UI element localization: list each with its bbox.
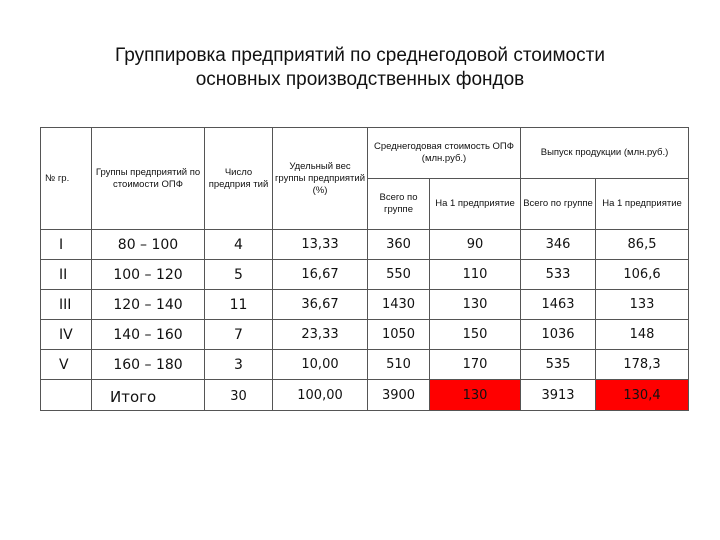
group-share: 13,33 bbox=[273, 230, 368, 260]
cost-per-enterprise: 150 bbox=[430, 320, 521, 350]
title-line-2: основных производственных фондов bbox=[195, 69, 525, 90]
output-total: 533 bbox=[521, 260, 596, 290]
group-number: III bbox=[41, 290, 92, 320]
cost-per-enterprise: 170 bbox=[430, 350, 521, 380]
table-row bbox=[41, 260, 689, 290]
total-count: 30 bbox=[205, 380, 273, 411]
total-label-text: Итого bbox=[110, 387, 157, 406]
total-output-per-enterprise: 130,4 bbox=[596, 380, 689, 411]
group-count: 4 bbox=[205, 230, 273, 260]
header-group-number: № гр. bbox=[41, 128, 92, 230]
cost-total: 510 bbox=[368, 350, 430, 380]
output-per-enterprise: 148 bbox=[596, 320, 689, 350]
cost-per-enterprise: 130 bbox=[430, 290, 521, 320]
output-total: 346 bbox=[521, 230, 596, 260]
cost-per-enterprise: 90 bbox=[430, 230, 521, 260]
output-per-enterprise: 178,3 bbox=[596, 350, 689, 380]
subheader-output-per: На 1 предприятие bbox=[596, 179, 689, 230]
group-range: 80 – 100 bbox=[92, 230, 205, 260]
cost-total: 550 bbox=[368, 260, 430, 290]
output-per-enterprise: 86,5 bbox=[596, 230, 689, 260]
header-share: Удельный вес группы предприятий (%) bbox=[273, 128, 368, 230]
output-per-enterprise: 133 bbox=[596, 290, 689, 320]
header-row bbox=[41, 128, 689, 179]
table-row bbox=[41, 230, 689, 260]
output-per-enterprise: 106,6 bbox=[596, 260, 689, 290]
cost-per-enterprise: 110 bbox=[430, 260, 521, 290]
group-share: 36,67 bbox=[273, 290, 368, 320]
total-label bbox=[92, 380, 205, 411]
group-range: 140 – 160 bbox=[92, 320, 205, 350]
total-cost-per-enterprise: 130 bbox=[430, 380, 521, 411]
subheader-output-total: Всего по группе bbox=[521, 179, 596, 230]
group-range: 100 – 120 bbox=[92, 260, 205, 290]
group-share: 10,00 bbox=[273, 350, 368, 380]
header-avg-cost: Среднегодовая стоимость ОПФ (млн.руб.) bbox=[368, 128, 521, 179]
cost-total: 1430 bbox=[368, 290, 430, 320]
table-row bbox=[41, 320, 689, 350]
page-title bbox=[0, 44, 720, 92]
group-share: 23,33 bbox=[273, 320, 368, 350]
total-output: 3913 bbox=[521, 380, 596, 411]
cost-total: 1050 bbox=[368, 320, 430, 350]
subheader-cost-per: На 1 предприятие bbox=[430, 179, 521, 230]
group-count: 11 bbox=[205, 290, 273, 320]
group-count: 7 bbox=[205, 320, 273, 350]
title-line-1: Группировка предприятий по среднегодовой стоимости bbox=[115, 45, 605, 66]
header-count: Число предприя тий bbox=[205, 128, 273, 230]
total-row bbox=[41, 380, 689, 411]
group-number: IV bbox=[41, 320, 92, 350]
table-row bbox=[41, 290, 689, 320]
group-number: V bbox=[41, 350, 92, 380]
output-total: 535 bbox=[521, 350, 596, 380]
cost-total: 360 bbox=[368, 230, 430, 260]
header-groups: Группы предприятий по стоимости ОПФ bbox=[92, 128, 205, 230]
subheader-cost-total: Всего по группе bbox=[368, 179, 430, 230]
group-number: II bbox=[41, 260, 92, 290]
group-count: 5 bbox=[205, 260, 273, 290]
group-count: 3 bbox=[205, 350, 273, 380]
group-range: 160 – 180 bbox=[92, 350, 205, 380]
group-share: 16,67 bbox=[273, 260, 368, 290]
group-number: I bbox=[41, 230, 92, 260]
total-share: 100,00 bbox=[273, 380, 368, 411]
header-output: Выпуск продукции (млн.руб.) bbox=[521, 128, 689, 179]
table-row bbox=[41, 350, 689, 380]
group-range: 120 – 140 bbox=[92, 290, 205, 320]
enterprise-grouping-table bbox=[40, 127, 689, 411]
output-total: 1463 bbox=[521, 290, 596, 320]
total-cost: 3900 bbox=[368, 380, 430, 411]
output-total: 1036 bbox=[521, 320, 596, 350]
total-blank-cell bbox=[41, 380, 92, 411]
